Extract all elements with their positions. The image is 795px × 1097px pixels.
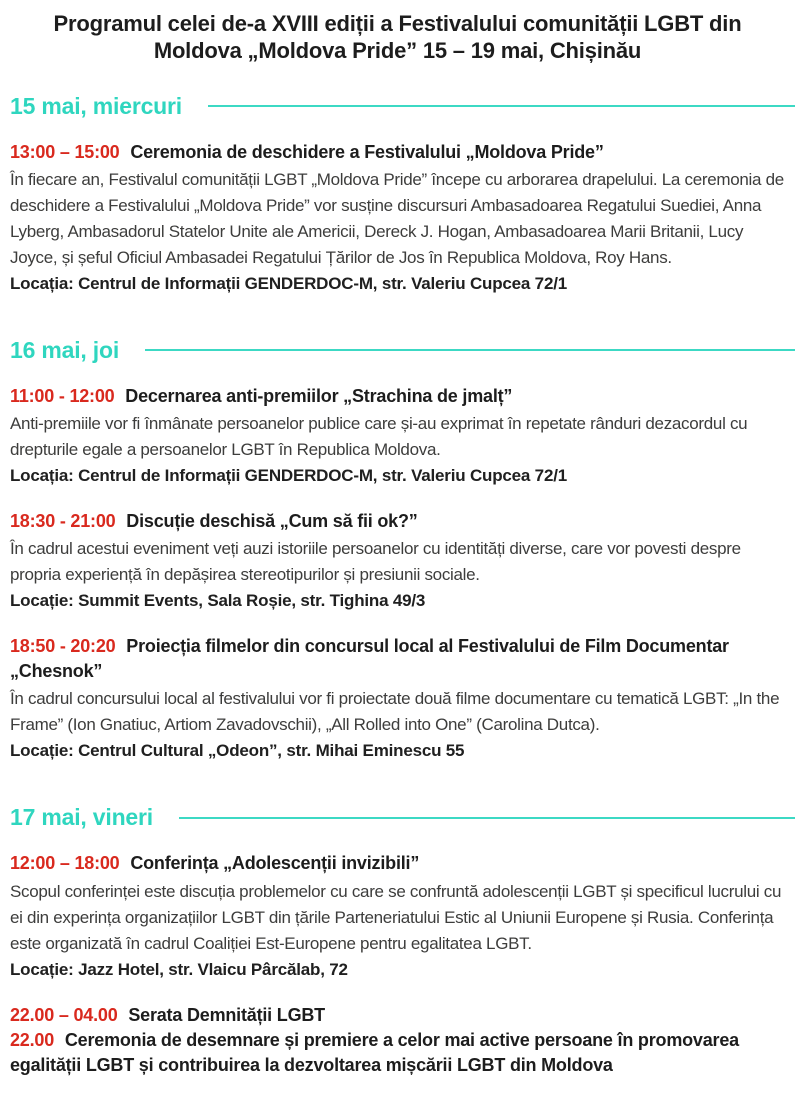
event-dignity-night xyxy=(10,1003,785,1028)
section-rule xyxy=(208,105,795,107)
day-heading: 17 mai, vineri xyxy=(10,804,153,831)
event-heading xyxy=(10,851,785,876)
day-heading: 15 mai, miercuri xyxy=(10,92,182,119)
event-time: 22.00 xyxy=(10,1029,55,1050)
event-film-screening xyxy=(10,634,785,764)
event-location: Locație: Jazz Hotel, str. Vlaicu Pârcălab, 72 xyxy=(10,959,348,979)
event-time: 18:30 - 21:00 xyxy=(10,510,116,531)
event-name: Ceremonia de desemnare și premiere a celor mai active persoane în promovarea egalității LGBT și contribuirea la dezvoltarea mișcării LGBT din Moldova xyxy=(10,1029,739,1076)
day-section-17-mai xyxy=(10,804,785,1078)
event-open-discussion xyxy=(10,509,785,614)
event-time: 22.00 – 04.00 xyxy=(10,1004,118,1025)
day-header xyxy=(10,93,795,120)
event-heading xyxy=(10,384,785,409)
section-rule xyxy=(179,817,795,819)
event-time: 11:00 - 12:00 xyxy=(10,385,115,406)
event-name: Discuție deschisă „Cum să fii ok?” xyxy=(126,510,418,531)
event-description: În fiecare an, Festivalul comunității LGBT „Moldova Pride” începe cu arborarea drapelului. La ceremonia de deschidere a Festivalului „Moldova Pride” vor susține discursuri Ambasadoarea Regatului Suediei, Anna Lyberg, Ambasadorul Statelor Unite ale Americii, Dereck J. Hogan, Ambasadoarea Marii Britanii, Lucy Joyce, și șeful Oficiul Ambasadei Regatului Țărilor de Jos în Republica Moldova, Roy Hans. xyxy=(10,169,784,267)
event-name: Ceremonia de deschidere a Festivalului „Moldova Pride” xyxy=(130,141,604,162)
event-location: Locație: Summit Events, Sala Roșie, str. Tighina 49/3 xyxy=(10,591,426,611)
event-heading xyxy=(10,509,785,534)
event-anti-awards xyxy=(10,384,785,489)
event-conference xyxy=(10,851,785,982)
event-name: Serata Demnității LGBT xyxy=(128,1004,325,1025)
day-header xyxy=(10,337,795,364)
event-time: 12:00 – 18:00 xyxy=(10,853,120,874)
event-description: Anti-premiile vor fi înmânate persoanelor publice care și-au exprimat în repetate rânduri dezacordul cu drepturile egale a persoanelor LGBT în Republica Moldova. xyxy=(10,413,748,459)
event-description: În cadrul concursului local al festivalului vor fi proiectate două filme documentare cu tematică LGBT: „In the Frame” (Ion Gnatiuc, Artiom Zavadovschii), „All Rolled into One” (Carolina Dutca). xyxy=(10,689,780,735)
event-time: 18:50 - 20:20 xyxy=(10,636,116,657)
event-heading xyxy=(10,140,785,165)
day-heading: 16 mai, joi xyxy=(10,336,120,363)
event-location: Locația: Centrul de Informații GENDERDOC-M, str. Valeriu Cupcea 72/1 xyxy=(10,465,567,485)
day-section-16-mai xyxy=(10,337,785,765)
event-description: În cadrul acestui eveniment veți auzi istoriile persoanelor cu identități diverse, care vor povesti despre propria experiență în depășirea stereotipurilor și presiunii sociale. xyxy=(10,539,741,585)
event-name: Conferința „Adolescenții invizibili” xyxy=(130,853,420,874)
event-heading xyxy=(10,634,785,684)
event-time: 13:00 – 15:00 xyxy=(10,141,120,162)
event-awards-ceremony xyxy=(10,1028,785,1078)
event-description: Scopul conferinței este discuția problemelor cu care se confruntă adolescenții LGBT și specificul lucrului cu ei din experința organizațiilor LGBT din țările Parteneriatului Estic al Uniunii Europene și Rusia. Conferința este organizată în cadrul Coaliției Est-Europene pentru egalitatea LGBT. xyxy=(10,881,782,953)
event-name: Proiecția filmelor din concursul local al Festivalului de Film Documentar „Chesnok” xyxy=(10,636,729,682)
event-name: Decernarea anti-premiilor „Strachina de jmalț” xyxy=(125,385,513,406)
day-section-15-mai xyxy=(10,93,785,297)
event-opening-ceremony xyxy=(10,140,785,297)
section-rule xyxy=(145,349,795,351)
event-heading xyxy=(10,1028,785,1078)
event-location: Locația: Centrul de Informații GENDERDOC-M, str. Valeriu Cupcea 72/1 xyxy=(10,273,567,293)
page-title: Programul celei de-a XVIII ediții a Festivalului comunității LGBT din Moldova „Moldova Pride” 15 – 19 mai, Chișinău xyxy=(53,11,742,64)
day-header xyxy=(10,804,795,831)
event-heading xyxy=(10,1003,785,1028)
event-location: Locație: Centrul Cultural „Odeon”, str. Mihai Eminescu 55 xyxy=(10,741,465,761)
